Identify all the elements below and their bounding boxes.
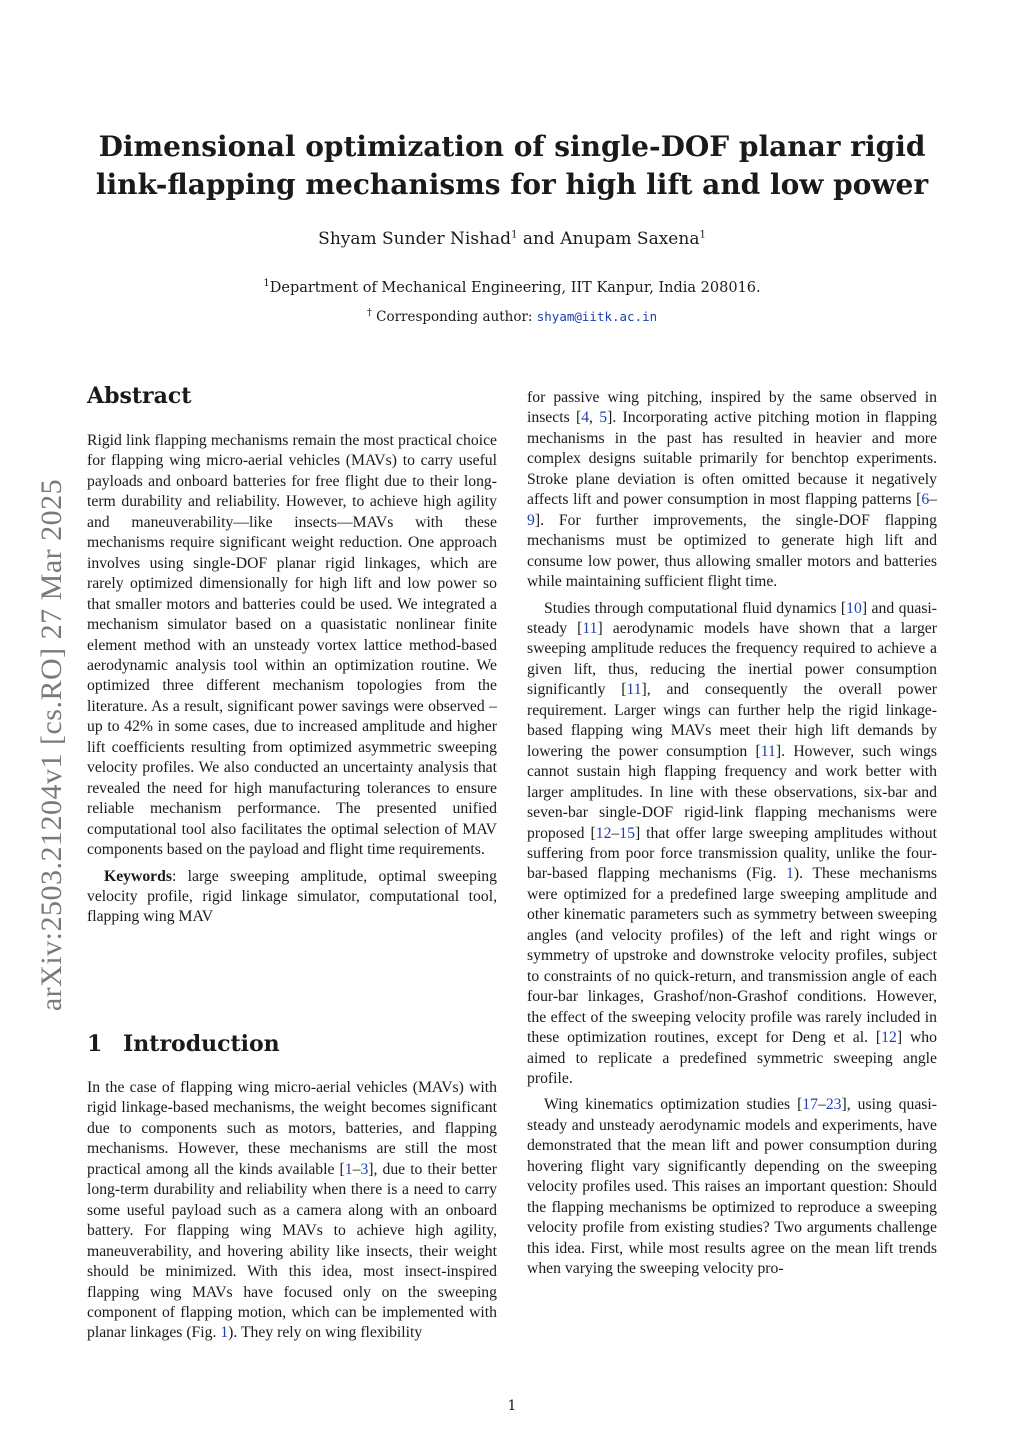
title-line-1: Dimensional optimization of single-DOF planar rigid [98,130,926,163]
figure-link[interactable]: 1 [220,1324,229,1342]
citation-link[interactable]: 12 [595,824,612,842]
author-list [80,226,944,252]
author-separator: and [517,229,561,249]
arxiv-stamp: arXiv:2503.21204v1 [cs.RO] 27 Mar 2025 [35,478,68,1012]
citation-link[interactable]: 5 [599,409,608,427]
citation-link[interactable]: 11 [626,681,642,699]
figure-link[interactable]: 1 [786,865,794,883]
affiliation-marker: 1 [511,229,518,241]
right-column [527,388,937,1279]
corresponding-author [80,306,944,328]
citation-link[interactable]: 6 [921,491,930,509]
section-heading [87,1030,280,1058]
citation-link[interactable]: 1 [344,1160,353,1178]
affiliation [80,277,944,299]
citation-link[interactable]: 23 [825,1096,842,1114]
citation-link[interactable]: 11 [760,742,776,760]
paragraph: In the case of flapping wing micro-aerial vehicles (MAVs) with rigid linkage-based mechanisms, the weight becomes significant due to components such as motors, batteries, and flapping mechanisms. However, these mechanisms are still the most practical among all the kinds available [1–3], due to their better long-term durability and reliability when there is a need to carry some useful payload such as a camera along with an onboard battery. For flapping wing MAVs to achieve high agility, maneuverability, and hovering ability like insects, their weight should be minimized. With this idea, most insect-inspired flapping wing MAVs have focused only on the sweeping component of flapping motion, which can be implemented with planar linkages (Fig. 1). They rely on wing flexibility [87,1079,497,1342]
author-name: Anupam Saxena [560,229,700,249]
keywords [87,867,497,928]
citation-link[interactable]: 12 [881,1029,897,1047]
abstract-text: Rigid link flapping mechanisms remain the most practical choice for flapping wing micro-aerial vehicles (MAVs) to carry useful payloads and onboard batteries for free flight due to their long-term durability and reliability. However, to achieve high agility and maneuverability—like insects—MAVs with these mechanisms require significant weight reduction. One approach involves using single-DOF planar rigid linkages, which are rarely optimized dimensionally for high lift and low power so that smaller motors and batteries could be used. We integrated a mechanism simulator based on a quasistatic nonlinear finite element method with an unsteady vortex lattice method-based aerodynamic analysis tool within an optimization routine. We optimized three different mechanism topologies from the literature. As a result, significant power savings were observed – up to 42% in some cases, due to increased amplitude and higher lift coefficients resulting from optimized asymmetric sweeping velocity profiles. We also conducted an uncertainty analysis that revealed the need for high manufacturing tolerances to ensure reliable mechanism performance. The presented unified computational tool also facilitates the optimal selection of MAV components based on the payload and flight time requirements. [87,432,497,859]
email-link[interactable]: shyam@iitk.ac.in [536,309,658,324]
dagger-mark: † [366,307,372,319]
paragraph: Wing kinematics optimization studies [17–23], using quasi-steady and unsteady aerodynamic models and experiments, have demonstrated that the mean lift and power consumption during hovering flight vary significantly depending on the sweeping velocity profiles used. This raises an important question: Should the flapping mechanisms be optimized to reproduce a sweeping velocity profile from existing studies? Two arguments challenge this idea. First, while most results agree on the mean lift trends when varying the sweeping velocity pro- [527,1096,937,1278]
keywords-text: : large sweeping amplitude, optimal sweeping velocity profile, rigid linkage simulator, computational tool, flapping wing MAV [87,867,497,926]
abstract-body [87,431,497,928]
affiliation-text: Department of Mechanical Engineering, IIT Kanpur, India 208016. [269,280,761,296]
title-line-2: link-flapping mechanisms for high lift and low power [95,168,929,201]
page-number: 1 [507,1398,517,1414]
section-title: Introduction [123,1031,280,1057]
citation-link[interactable]: 11 [582,619,598,637]
citation-link[interactable]: 9 [527,511,535,529]
paragraph: Studies through computational fluid dynamics [10] and quasi-steady [11] aerodynamic models have shown that a larger sweeping amplitude reduces the frequency required to achieve a given lift, thus, reducing the inertial power consumption significantly [11], and consequently the overall power requirement. Larger wings can further help the rigid linkage-based flapping wing MAVs meet their high lift demands by lowering the power consumption [11]. However, such wings cannot sustain high flapping frequency and work better with larger amplitudes. In line with these observations, six-bar and seven-bar single-DOF rigid-link flapping mechanisms were proposed [12–15] that offer large sweeping amplitudes without suffering from poor force transmission quality, unlike the four-bar-based flapping mechanisms (Fig. 1). These mechanisms were optimized for a predefined large sweeping amplitude and other kinematic parameters such as symmetry between sweeping angles (and velocity profiles) of the left and right wings or symmetry of upstroke and downstroke velocity profiles, subject to constraints of no quick-return, and transmission angle of each four-bar linkages, Grashof/non-Grashof conditions. However, the effect of the sweeping velocity profile was rarely included in these optimization routines, except for Deng et al. [12] who aimed to replicate a predefined symmetric sweeping angle profile. [527,599,938,1087]
citation-link[interactable]: 10 [846,599,862,617]
affiliation-marker: 1 [263,278,270,290]
corresponding-label: Corresponding author: [371,309,537,325]
paragraph: for passive wing pitching, inspired by the same observed in insects [4, 5]. Incorporating active pitching motion in flapping mechanisms in the past has resulted in heavier and more complex designs suitable primarily for benchtop experiments. Stroke plane deviation is often omitted because it negatively affects lift and power consumption in most flapping patterns [6–9]. For further improvements, the single-DOF flapping mechanisms must be optimized to generate high lift and consume low power, thus allowing smaller motors and batteries while maintaining sufficient flight time. [527,389,938,591]
author-name: Shyam Sunder Nishad [318,229,512,249]
citation-link[interactable]: 4 [581,409,590,427]
affiliation-marker: 1 [699,229,706,241]
section-number: 1 [87,1031,103,1057]
citation-link[interactable]: 17 [802,1096,818,1114]
abstract-heading: Abstract [87,383,192,409]
keywords-label: Keywords [104,867,172,885]
intro-body [87,1078,497,1344]
paper-title [80,128,944,204]
citation-link[interactable]: 15 [619,824,635,842]
citation-link[interactable]: 3 [360,1160,369,1178]
